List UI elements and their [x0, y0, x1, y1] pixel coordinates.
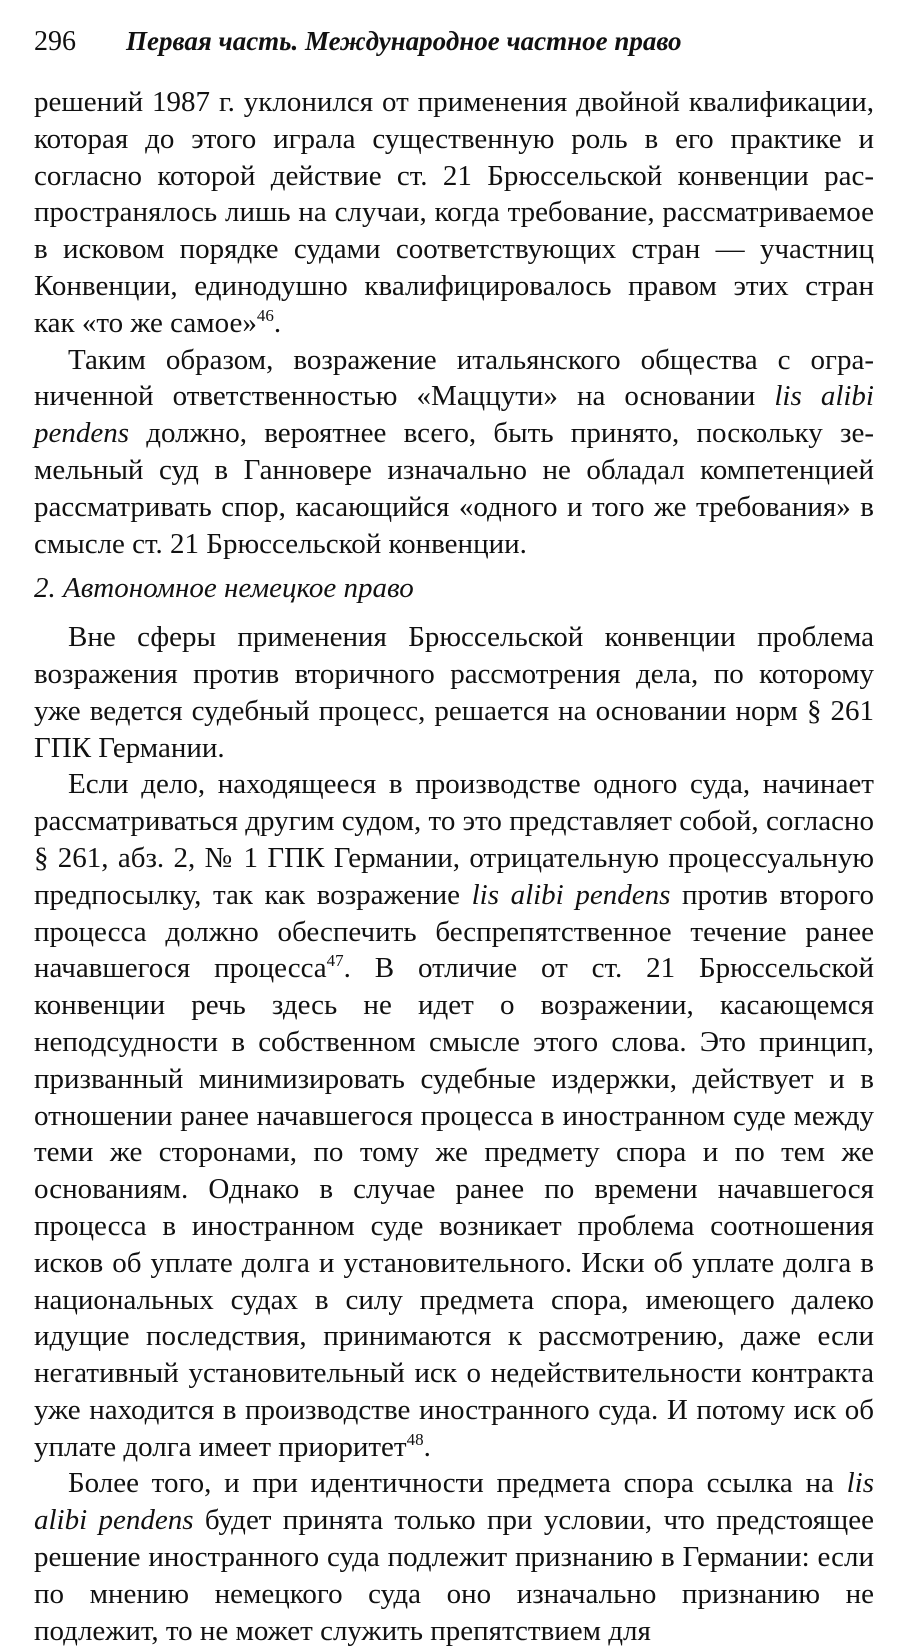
paragraph-4-end: . [423, 1430, 431, 1463]
paragraph-2 [34, 342, 874, 563]
paragraph-1 [34, 84, 874, 342]
running-head [34, 14, 874, 68]
latin-term: lis alibi pendens [34, 380, 874, 450]
latin-term: lis alibi pendens [471, 878, 671, 911]
paragraph-1-end: . [273, 306, 282, 339]
footnote-ref-46: 46 [256, 305, 274, 325]
paragraph-3 [34, 619, 874, 766]
paragraph-4 [34, 766, 874, 1465]
paragraph-4-text-b: против второго процесса должно обеспечить беспрепятственное течение ранее начавшегося процесса [34, 878, 874, 985]
page-number: 296 [34, 26, 76, 57]
paragraph-2-text-b: должно, вероятнее всего, быть принято, поскольку земельный суд в Ганновере изначально не обладал компетенцией рассматривать спор, касающийся «одного и того же требования» в смысле ст. 21 Брюссельской конвенции. [34, 417, 874, 560]
paragraph-5-text-b: будет принята только при условии, что предстоящее решение иностранного суда подлежит признанию в Германии: если по мнению немецкого суда оно изначально признанию не подлежит, то не может служить препятствием для [34, 1504, 874, 1647]
running-head-title: Первая часть. Международное частное право [126, 26, 682, 56]
paragraph-2-text-a: Таким образом, возражение итальянского общества с ограниченной ответственностью «Маццути» на основании [34, 343, 874, 413]
footnote-ref-47: 47 [326, 951, 344, 971]
footnote-ref-48: 48 [406, 1429, 424, 1449]
paragraph-4-text-c: . В отличие от ст. 21 Брюссельской конвенции речь здесь не идет о возражении, касающемся неподсудности в собственном смысле этого слова. Это принцип, призванный минимизировать судебные издержки, действует и в отношении ранее начавшегося процесса в иностранном суде между теми же сторонами, по тому же предмету спора и по тем же основаниям. Однако в случае ранее по времени начавшегося процесса в иностранном суде возникает проблема соотношения исков об уплате долга и установительного. Иски об уплате долга в национальных судах в силу предмета спора, имеющего далеко идущие последствия, принимаются к рассмотрению, даже если негативный установительный иск о недействительности контракта уже находится в производстве иностранного суда. И потому иск об уплате долга имеет приоритет [34, 952, 874, 1463]
section-heading: 2. Автономное немецкое право [34, 572, 414, 605]
paragraph-3-text: Вне сферы применения Брюссельской конвенции проблема возражения против вторичного рассмотрения дела, по которому уже ведется судебный процесс, решается на основании норм § 261 ГПК Германии. [34, 621, 874, 764]
paragraph-5 [34, 1465, 874, 1649]
latin-term: lis alibi pendens [34, 1467, 874, 1537]
paragraph-1-text: решений 1987 г. уклонился от применения двойной квалификации, которая до этого играла существенную роль в его практике и согласно которой действие ст. 21 Брюссельской конвенции распространялось лишь на случаи, когда требование, рассматриваемое в исковом порядке судами соответствующих стран — участниц Конвенции, единодушно квалифицировалось правом этих стран как «то же самое» [34, 86, 874, 339]
paragraph-5-text-a: Более того, и при идентичности предмета спора ссылка на [68, 1467, 847, 1500]
paragraph-4-text-a: Если дело, находящееся в производстве одного суда, начинает рассматриваться другим судом, то это представляет собой, согласно § 261, абз. 2, № 1 ГПК Германии, отрицательную процессуальную предпосылку, так как возражение [34, 768, 874, 911]
